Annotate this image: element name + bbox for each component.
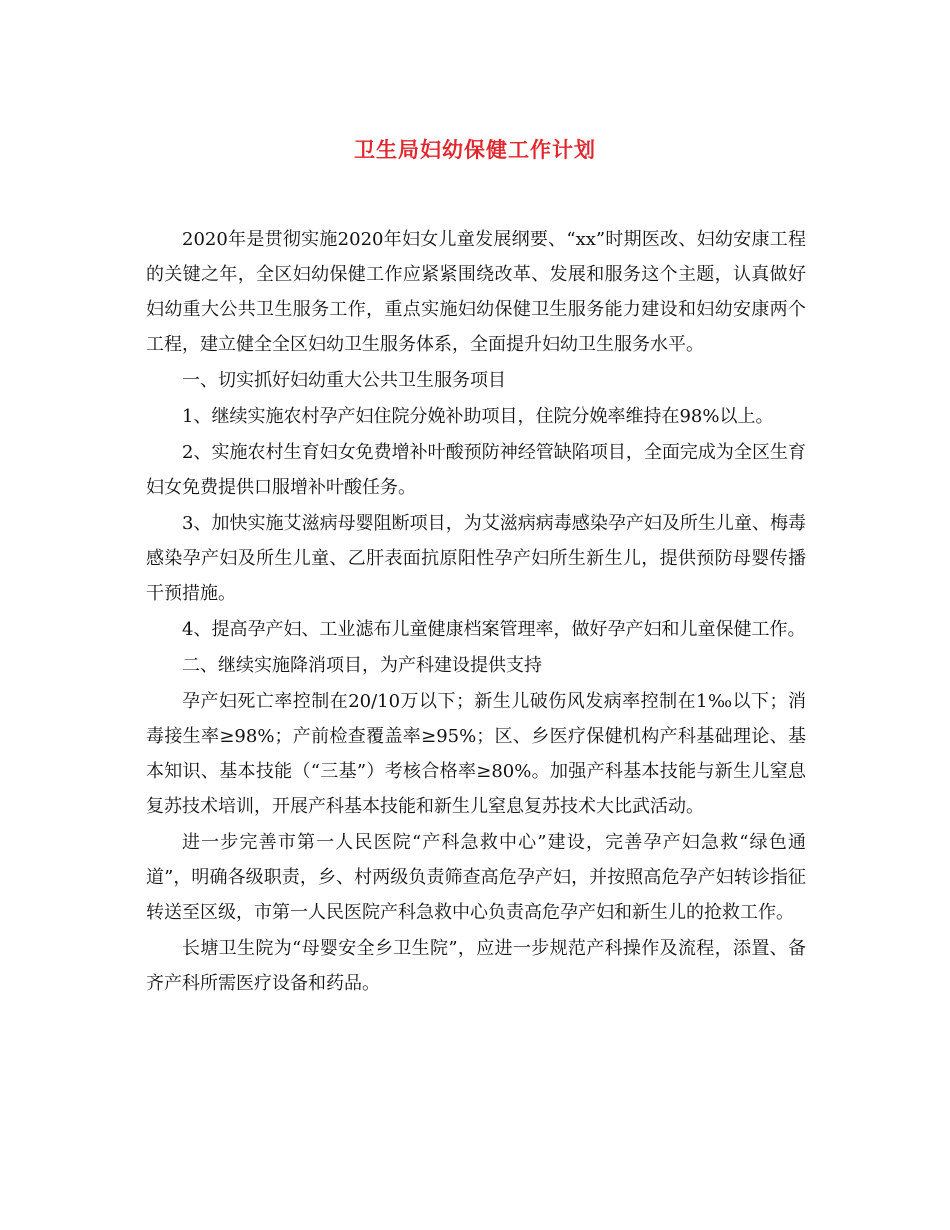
paragraph-targets: 孕产妇死亡率控制在20/10万以下；新生儿破伤风发病率控制在1‰以下；消毒接生率≥98%；产前检查覆盖率≥95%；区、乡医疗保健机构产科基础理论、基本知识、基本技能（“三基”）考核合格率≥80%。加强产科基本技能与新生儿窒息复苏技术培训，开展产科基本技能和新生儿窒息复苏技术大比武活动。: [146, 691, 806, 817]
paragraph-intro: 2020年是贯彻实施2020年妇女儿童发展纲要、“xx”时期医改、妇幼安康工程的关键之年，全区妇幼保健工作应紧紧围绕改革、发展和服务这个主题，认真做好妇幼重大公共卫生服务工作，重点实施妇幼保健卫生服务能力建设和妇幼安康两个工程，建立健全全区妇幼卫生服务体系，全面提升妇幼卫生服务水平。: [146, 229, 806, 355]
list-item-2: 2、实施农村生育妇女免费增补叶酸预防神经管缺陷项目，全面完成为全区生育妇女免费提供口服增补叶酸任务。: [146, 442, 806, 498]
list-item-1: 1、继续实施农村孕产妇住院分娩补助项目，住院分娩率维持在98%以上。: [182, 406, 774, 427]
list-item-4: 4、提高孕产妇、工业滤布儿童健康档案管理率，做好孕产妇和儿童保健工作。: [182, 619, 806, 640]
list-item-3: 3、加快实施艾滋病母婴阻断项目，为艾滋病病毒感染孕产妇及所生儿童、梅毒感染孕产妇及所生儿童、乙肝表面抗原阳性孕产妇所生新生儿，提供预防母婴传播干预措施。: [146, 513, 806, 604]
document-body: [146, 222, 806, 1002]
paragraph-changtang: 长塘卫生院为“母婴安全乡卫生院”，应进一步规范产科操作及流程，添置、备齐产科所需医疗设备和药品。: [146, 938, 806, 994]
section-heading-2: 二、继续实施降消项目，为产科建设提供支持: [182, 655, 542, 676]
document-title: 卫生局妇幼保健工作计划: [354, 137, 596, 162]
paragraph-emergency-center: 进一步完善市第一人民医院“产科急救中心”建设，完善孕产妇急救“绿色通道”，明确各级职责，乡、村两级负责筛查高危孕产妇，并按照高危孕产妇转诊指征转送至区级，市第一人民医院产科急救中心负责高危孕产妇和新生儿的抢救工作。: [146, 832, 806, 923]
section-heading-1: 一、切实抓好妇幼重大公共卫生服务项目: [182, 370, 506, 391]
